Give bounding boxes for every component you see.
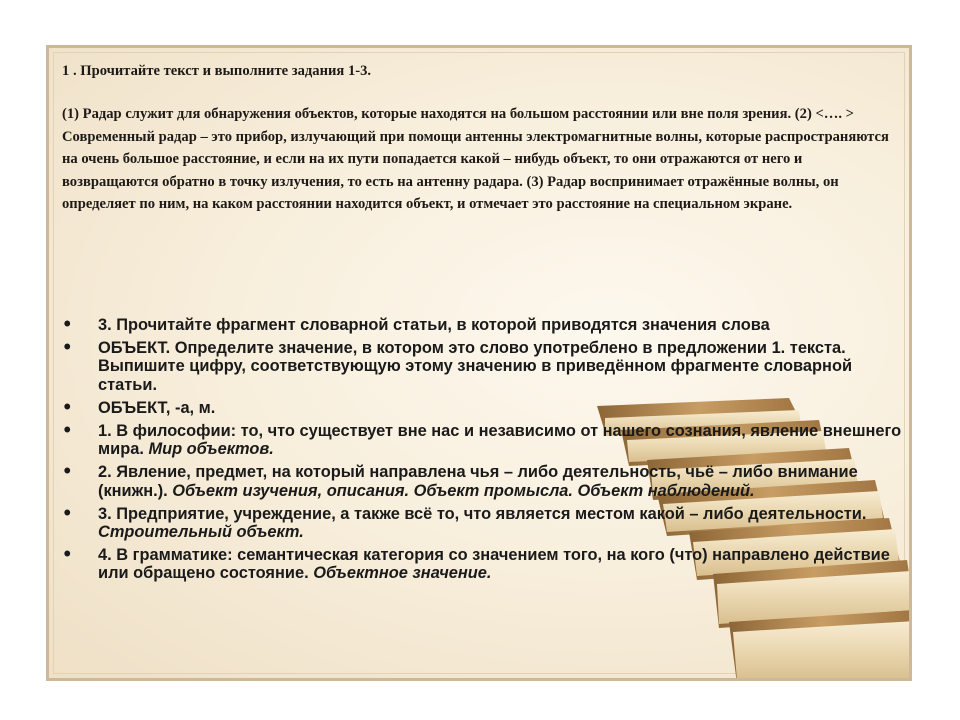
item-example: Строительный объект. xyxy=(98,523,304,542)
list-item xyxy=(62,505,902,542)
list-item xyxy=(62,546,902,583)
bullet-icon: • xyxy=(62,338,73,357)
item-text: 3. Прочитайте фрагмент словарной статьи, в которой приводятся значения слова xyxy=(98,316,770,334)
list-item xyxy=(62,422,902,459)
item-text: 3. Предприятие, учреждение, а также всё то, что является местом какой – либо деятельности. xyxy=(98,504,867,523)
bullet-icon: • xyxy=(62,315,73,334)
bullet-icon: • xyxy=(62,462,73,482)
dictionary-entry-list xyxy=(62,316,902,587)
slide-frame xyxy=(46,45,912,681)
list-item xyxy=(62,463,902,500)
item-text: ОБЪЕКТ, -а, м. xyxy=(98,398,216,417)
task-header: 1 . Прочитайте текст и выполните задания 1-3. xyxy=(62,63,372,79)
item-text: 2. Явление, предмет, на который направлена чья – либо деятельность, чьё – либо внимание (книжн.). xyxy=(98,463,858,500)
item-example: Объектное значение. xyxy=(313,564,492,583)
bullet-icon: • xyxy=(62,503,73,523)
bullet-icon: • xyxy=(62,545,73,565)
item-example: Объект изучения, описания. Объект промысла. Объект наблюдений. xyxy=(172,481,755,500)
item-text: 4. В грамматике: семантическая категория со значением того, на кого (что) направлено действие или обращено состояние. xyxy=(98,546,890,583)
item-text: 1. В философии: то, что существует вне нас и независимо от нашего сознания, явление внешнего мира. xyxy=(98,421,902,459)
bullet-icon: • xyxy=(62,397,73,417)
passage-text: (1) Радар служит для обнаружения объектов, которые находятся на большом расстоянии или вне поля зрения. (2) <…. > Современный радар – это прибор, излучающий при помощи антенны электромагнитные волны, которые распространяются на очень большое расстояние, и если на их пути попадается какой – нибудь объект, то они отражаются от него и возвращаются обратно в точку излучения, то есть на антенну радара. (3) Радар воспринимает отражённые волны, он определяет по ним, на каком расстоянии находится объект, и отмечает это расстояние на специальном экране. xyxy=(62,106,889,213)
list-item xyxy=(62,316,902,334)
list-item xyxy=(62,399,902,417)
item-text: ОБЪЕКТ. Определите значение, в котором это слово употреблено в предложении 1. текста. Выпишите цифру, соответствующую этому значению в приведённом фрагменте словарной статьи. xyxy=(98,339,853,394)
item-example: Мир объектов. xyxy=(148,440,274,459)
bullet-icon: • xyxy=(62,420,73,440)
list-item xyxy=(62,339,902,394)
slide-content xyxy=(49,48,912,681)
